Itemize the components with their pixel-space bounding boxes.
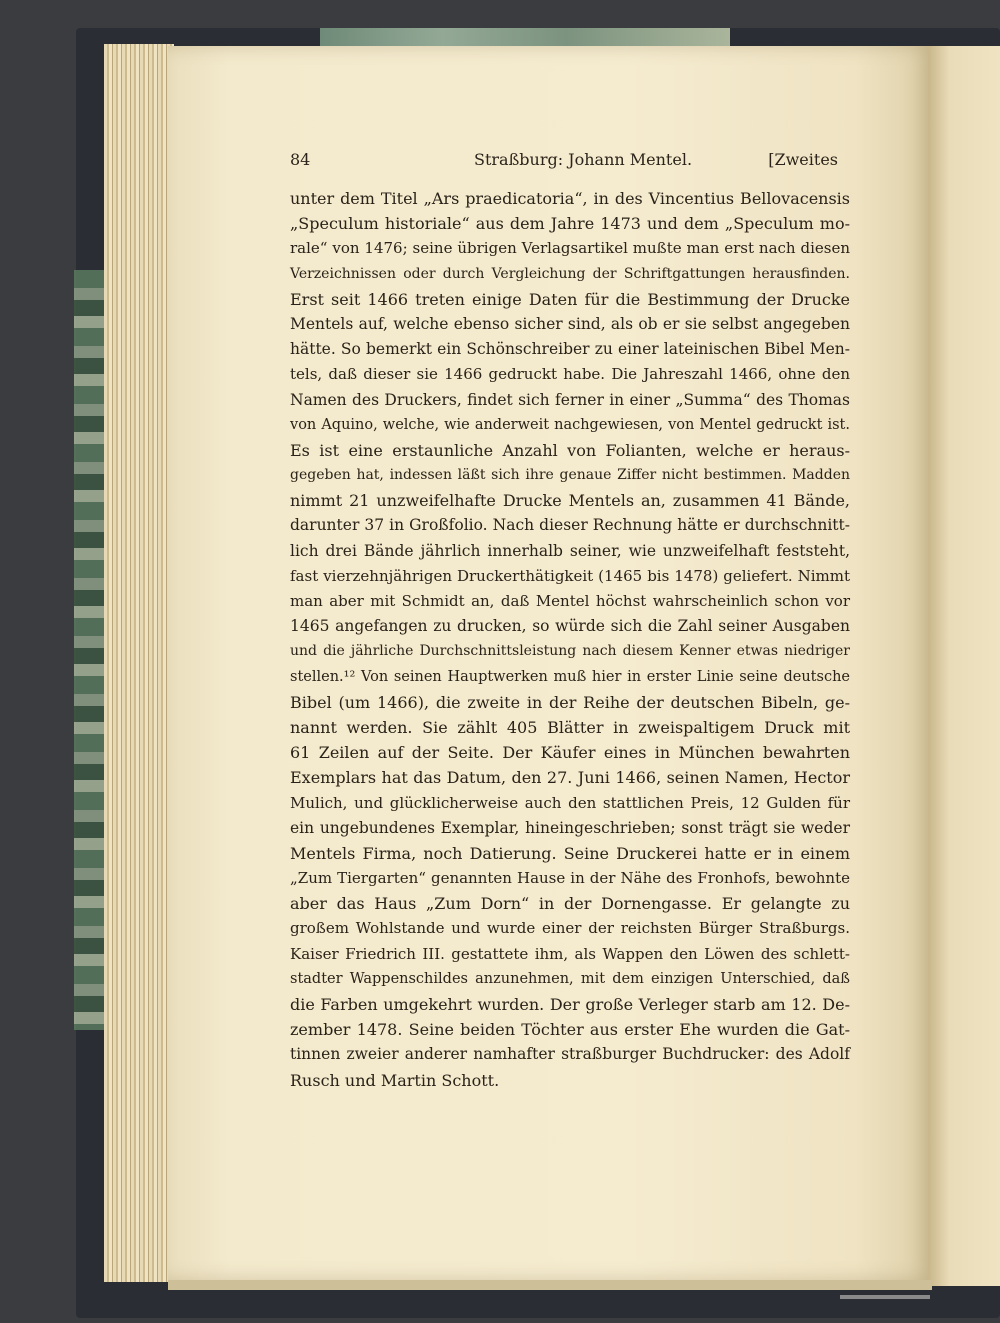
text-line: fast vierzehnjährigen Druckerthätigkeit (1465 bis 1478) geliefert. Nimmt [290, 566, 850, 585]
text-line: Mentels Firma, noch Datierung. Seine Druckerei hatte er in einem [290, 843, 850, 863]
text-line: Rusch und Martin Schott. [290, 1070, 500, 1090]
text-line: stadter Wappenschildes anzunehmen, mit dem einzigen Unterschied, daß [290, 970, 850, 987]
text-line: Mentels auf, welche ebenso sicher sind, als ob er sie selbst angegeben [290, 314, 850, 333]
text-line: großem Wohlstande und wurde einer der reichsten Bürger Straßburgs. [290, 919, 850, 938]
text-line: rale“ von 1476; seine übrigen Verlagsartikel mußte man erst nach diesen [290, 239, 850, 258]
body-text [290, 186, 850, 1093]
page-header [290, 150, 838, 176]
text-line: 61 Zeilen auf der Seite. Der Käufer eines in München bewahrten [290, 743, 850, 763]
page-bottom-edge [168, 1280, 932, 1290]
text-line: Namen des Druckers, findet sich ferner in einer „Summa“ des Thomas [290, 390, 850, 409]
text-line: tels, daß dieser sie 1466 gedruckt habe. Die Jahreszahl 1466, ohne den [290, 365, 850, 384]
text-line: unter dem Titel „Ars praedicatoria“, in des Vincentius Bellovacensis [290, 189, 850, 208]
section-mark: [Zweites [768, 150, 838, 169]
text-line: Verzeichnissen oder durch Vergleichung der Schriftgattungen herausfinden. [290, 265, 850, 282]
text-line: Kaiser Friedrich III. gestattete ihm, als Wappen den Löwen des schlett- [290, 944, 850, 963]
text-line: ein ungebundenes Exemplar, hineingeschrieben; sonst trägt sie weder [290, 818, 850, 837]
text-line: Exemplars hat das Datum, den 27. Juni 1466, seinen Namen, Hector [290, 768, 850, 788]
text-line: aber das Haus „Zum Dorn“ in der Dornengasse. Er gelangte zu [290, 894, 850, 914]
text-line: nimmt 21 unzweifelhafte Drucke Mentels an, zusammen 41 Bände, [290, 491, 850, 511]
text-line: die Farben umgekehrt wurden. Der große Verleger starb am 12. De- [290, 995, 850, 1014]
marbled-spine [74, 270, 108, 1030]
text-line: stellen.¹² Von seinen Hauptwerken muß hier in erster Linie seine deutsche [290, 668, 850, 685]
page-edges [104, 44, 174, 1282]
text-line: 1465 angefangen zu drucken, so würde sich die Zahl seiner Ausgaben [290, 617, 850, 636]
text-line: man aber mit Schmidt an, daß Mentel höchst wahrscheinlich schon vor [290, 592, 850, 610]
text-line: Erst seit 1466 treten einige Daten für die Bestimmung der Drucke [290, 289, 850, 309]
text-line: nannt werden. Sie zählt 405 Blätter in zweispaltigem Druck mit [290, 717, 850, 737]
text-line: tinnen zweier anderer namhafter straßburger Buchdrucker: des Adolf [290, 1045, 850, 1064]
tape-mark [840, 1295, 930, 1299]
text-line: gegeben hat, indessen läßt sich ihre genaue Ziffer nicht bestimmen. Madden [290, 467, 850, 484]
text-line: „Speculum historiale“ aus dem Jahre 1473 und dem „Speculum mo- [290, 214, 850, 234]
running-head: Straßburg: Johann Mentel. [474, 150, 693, 169]
text-line: „Zum Tiergarten“ genannten Hause in der Nähe des Fronhofs, bewohnte [290, 869, 850, 888]
facing-page-edge [928, 46, 1000, 1286]
page-number: 84 [290, 150, 311, 169]
text-line: von Aquino, welche, wie anderweit nachgewiesen, von Mentel gedruckt ist. [290, 416, 850, 433]
text-line: Mulich, und glücklicherweise auch den stattlichen Preis, 12 Gulden für [290, 793, 850, 812]
text-line: und die jährliche Durchschnittsleistung nach diesem Kenner etwas niedriger [290, 643, 850, 660]
text-line: Bibel (um 1466), die zweite in der Reihe der deutschen Bibeln, ge- [290, 692, 850, 712]
text-line: hätte. So bemerkt ein Schönschreiber zu einer lateinischen Bibel Men- [290, 340, 850, 359]
text-line: zember 1478. Seine beiden Töchter aus erster Ehe wurden die Gat- [290, 1020, 850, 1040]
text-line: darunter 37 in Großfolio. Nach dieser Rechnung hätte er durchschnitt- [290, 516, 850, 535]
text-line: Es ist eine erstaunliche Anzahl von Folianten, welche er heraus- [290, 440, 850, 460]
text-line: lich drei Bände jährlich innerhalb seiner, wie unzweifelhaft feststeht, [290, 541, 850, 560]
